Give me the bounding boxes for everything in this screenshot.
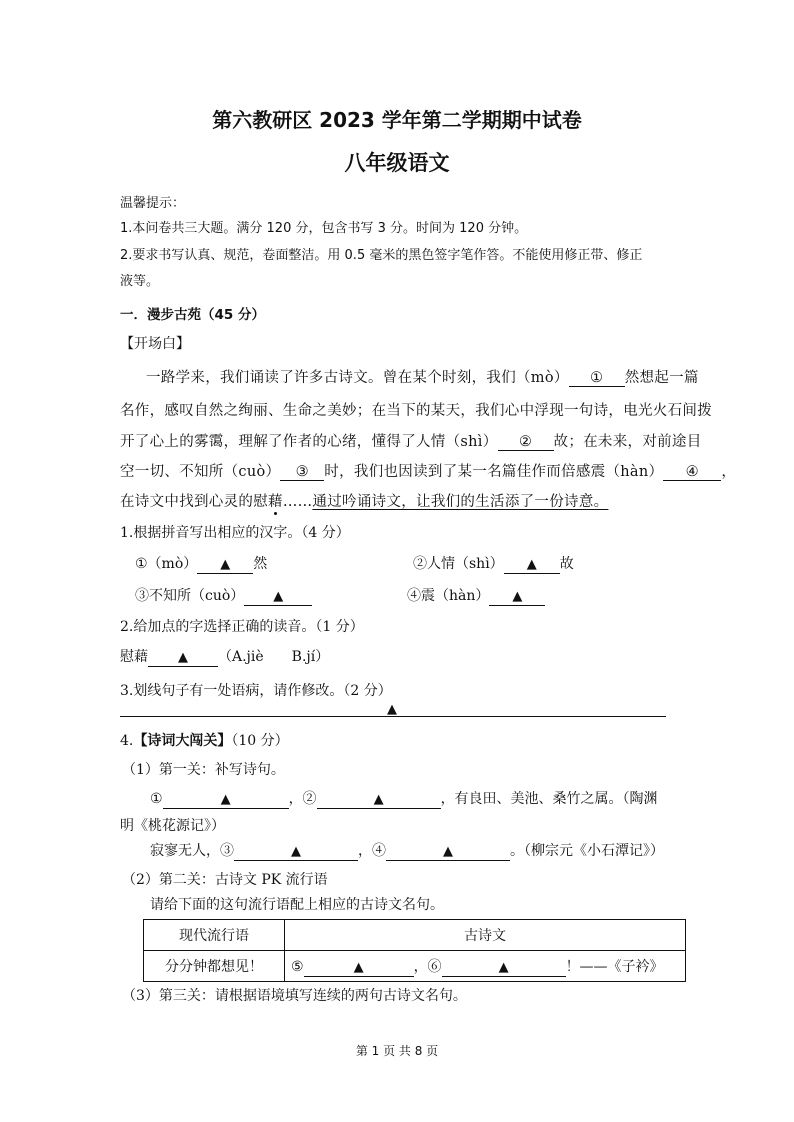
q4-level-1: （1）第一关：补写诗句。: [122, 762, 285, 778]
q3-answer-line[interactable]: [120, 716, 666, 717]
q4-line-1-source: 明《桃花源记》）: [120, 818, 225, 834]
q1-item-d: ④震（hàn） ▲: [407, 585, 545, 606]
q4-level-3: （3）第三关：请根据语境填写连续的两句古诗文名句。: [122, 988, 467, 1004]
q1-item-a: ①（mò） ▲ 然: [135, 556, 268, 572]
blank-1[interactable]: ①: [569, 370, 625, 387]
q1-item-c: ③不知所（cuò） ▲: [135, 585, 312, 606]
q1-item-b: ②人情（shì） ▲ 故: [413, 556, 574, 572]
answer-blank[interactable]: ▲: [234, 844, 358, 861]
q4-level-2: （2）第二关：古诗文 PK 流行语: [122, 872, 328, 888]
section-title: 一．漫步古苑（45 分）: [120, 307, 265, 323]
passage-line-3: 开了心上的雾霭，理解了作者的心绪，懂得了人情（shì） ② 故；在未来，对前途目: [120, 434, 702, 450]
answer-blank[interactable]: ▲: [504, 557, 560, 574]
exam-subject: 八年级语文: [344, 151, 450, 175]
table-row: [144, 920, 686, 951]
tips-heading: 温馨提示：: [120, 196, 186, 211]
answer-blank[interactable]: ▲: [304, 960, 414, 977]
table-cell-modern: 分分钟都想见！: [144, 951, 285, 982]
q4-stem: 4.【诗词大闯关】（10 分）: [120, 733, 289, 749]
tips-line-2-cont: 液等。: [120, 274, 160, 289]
exam-title: 第六教研区 2023 学年第二学期期中试卷: [212, 108, 582, 132]
q3-stem: 3.划线句子有一处语病，请作修改。（2 分）: [120, 683, 392, 699]
answer-blank[interactable]: ▲: [197, 557, 253, 574]
answer-blank[interactable]: ▲: [442, 960, 566, 977]
passage-line-5: 在诗文中找到心灵的慰藉……通过吟诵诗文，让我们的生活添了一份诗意。: [120, 494, 609, 510]
q1-stem: 1.根据拼音写出相应的汉字。（4 分）: [120, 525, 350, 541]
opening-label: 【开场白】: [120, 336, 190, 352]
q3-mark: ▲: [387, 702, 397, 717]
table-header-modern: 现代流行语: [144, 920, 285, 951]
passage-line-4: 空一切、不知所（cuò） ③ 时，我们也因读到了某一名篇佳作而倍感震（hàn） ④ ，: [120, 464, 737, 480]
page-number: 第 1 页 共 8 页: [355, 1044, 439, 1058]
passage-line-2: 名作，感叹自然之绚丽、生命之美妙；在当下的某天，我们心中浮现一句诗，电光火石间拨: [120, 403, 712, 419]
q4-line-1: ① ▲ ，② ▲ ，有良田、美池、桑竹之属。（陶渊: [150, 791, 658, 807]
q4-line-2: 寂寥无人，③ ▲ ，④ ▲ 。（柳宗元《小石潭记》）: [150, 843, 664, 859]
tips-line-1: 1.本问卷共三大题。满分 120 分，包含书写 3 分。时间为 120 分钟。: [120, 221, 528, 236]
dotted-char: 藉: [268, 494, 283, 510]
passage-line-1: 一路学来，我们诵读了许多古诗文。曾在某个时刻，我们（mò） ① 然想起一篇: [146, 370, 699, 386]
answer-blank[interactable]: ▲: [163, 792, 289, 809]
tips-line-2: 2.要求书写认真、规范，卷面整洁。用 0.5 毫米的黑色签字笔作答。不能使用修正带、修正: [120, 248, 643, 263]
blank-4[interactable]: ④: [663, 464, 721, 481]
answer-blank[interactable]: ▲: [244, 589, 312, 606]
pk-table: [143, 919, 686, 982]
table-header-classic: 古诗文: [285, 920, 686, 951]
table-row: [144, 951, 686, 982]
answer-blank[interactable]: ▲: [317, 792, 441, 809]
q2-answer: 慰藉 ▲ （A.jiè B.jí）: [120, 649, 330, 665]
table-cell-classic: ⑤ ▲ ，⑥ ▲ ！——《子衿》: [285, 951, 686, 982]
answer-blank[interactable]: ▲: [148, 650, 218, 667]
underlined-sentence: 通过吟诵诗文，让我们的生活添了一份诗意。: [312, 494, 609, 510]
q2-stem: 2.给加点的字选择正确的读音。（1 分）: [120, 619, 364, 635]
answer-blank[interactable]: ▲: [386, 844, 510, 861]
q4-level-2-desc: 请给下面的这句流行语配上相应的古诗文名句。: [150, 897, 444, 913]
answer-blank[interactable]: ▲: [489, 589, 545, 606]
blank-2[interactable]: ②: [498, 434, 554, 451]
blank-3[interactable]: ③: [280, 464, 324, 481]
